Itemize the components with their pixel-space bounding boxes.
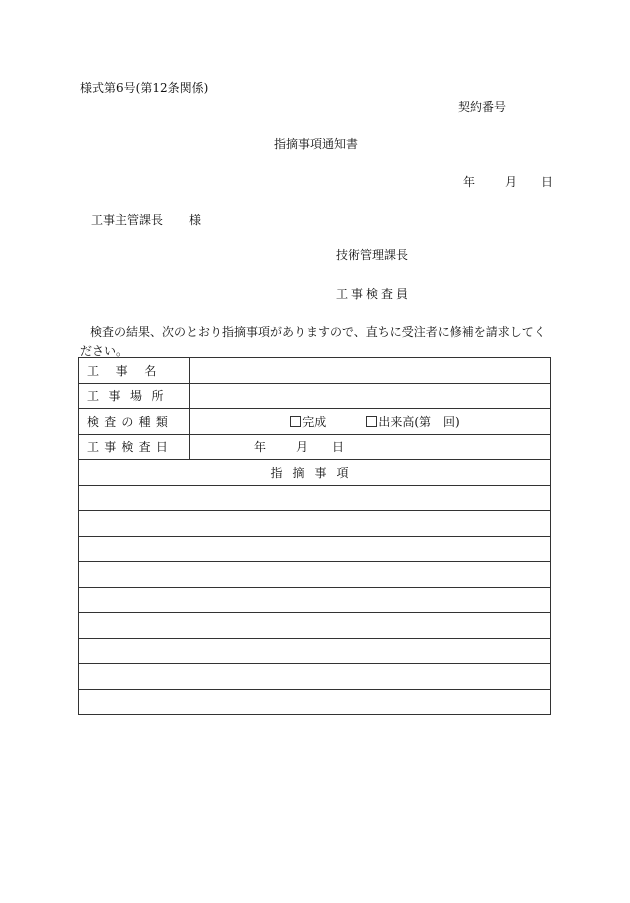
- label-char: の: [121, 414, 134, 429]
- details-table: [78, 357, 551, 715]
- option-label: 完成: [302, 414, 327, 429]
- finding-row[interactable]: [79, 638, 551, 664]
- inspection-date-value[interactable]: [190, 434, 551, 460]
- label-char: 検: [87, 414, 100, 429]
- finding-row[interactable]: [79, 613, 551, 639]
- inspection-date-month: 月: [296, 440, 309, 455]
- finding-cell[interactable]: [79, 613, 551, 639]
- finding-cell[interactable]: [79, 638, 551, 664]
- finding-row[interactable]: [79, 664, 551, 690]
- finding-row[interactable]: [79, 587, 551, 613]
- finding-cell[interactable]: [79, 485, 551, 511]
- inspection-type-value[interactable]: [190, 409, 551, 435]
- row-label: [79, 434, 190, 460]
- label-char: 類: [155, 414, 168, 429]
- label-char: 事: [108, 389, 121, 404]
- checkbox-icon[interactable]: [366, 416, 377, 427]
- label-char: 査: [104, 414, 117, 429]
- inspection-date-row: [79, 434, 551, 460]
- label-char: 所: [151, 389, 164, 404]
- option-checkbox[interactable]: [290, 413, 326, 430]
- project-location-value[interactable]: [190, 383, 551, 409]
- inspection-type-row: [79, 409, 551, 435]
- label-char: 場: [130, 389, 143, 404]
- inspection-date-year: 年: [254, 440, 267, 455]
- label-char: 事: [115, 363, 128, 378]
- addressee-name: 工事主管課長: [91, 213, 164, 227]
- project-name-row: [79, 358, 551, 384]
- issue-date: [463, 176, 553, 188]
- finding-cell[interactable]: [79, 562, 551, 588]
- label-char: 日: [155, 440, 168, 455]
- label-char: 種: [138, 414, 151, 429]
- row-label: [79, 383, 190, 409]
- finding-cell[interactable]: [79, 587, 551, 613]
- finding-row[interactable]: [79, 689, 551, 715]
- finding-cell[interactable]: [79, 511, 551, 537]
- label-char: 事: [104, 440, 117, 455]
- form-reference: 様式第6号(第12条関係): [80, 81, 209, 95]
- label-char: 査: [138, 440, 151, 455]
- finding-row[interactable]: [79, 511, 551, 537]
- date-month: 月: [505, 175, 518, 189]
- findings-header-row: [79, 460, 551, 486]
- sender-inspector: 工事検査員: [336, 287, 412, 301]
- date-day: 日: [541, 175, 554, 189]
- label-char: 検: [121, 440, 134, 455]
- finding-cell[interactable]: [79, 536, 551, 562]
- finding-row[interactable]: [79, 536, 551, 562]
- row-label: [79, 409, 190, 435]
- finding-cell[interactable]: [79, 664, 551, 690]
- label-char: 工: [87, 440, 100, 455]
- row-label: [79, 358, 190, 384]
- project-location-row: [79, 383, 551, 409]
- finding-row[interactable]: [79, 485, 551, 511]
- finding-row[interactable]: [79, 562, 551, 588]
- label-char: 名: [144, 363, 157, 378]
- option-label: 出来高(第 回): [378, 414, 460, 429]
- addressee-honorific: 様: [189, 213, 202, 227]
- contract-number-label: 契約番号: [458, 100, 507, 114]
- project-name-value[interactable]: [190, 358, 551, 384]
- document-title: 指摘事項通知書: [274, 137, 359, 151]
- body-text: 検査の結果、次のとおり指摘事項がありますので、直ちに受注者に修補を請求してください。: [80, 325, 546, 358]
- findings-header: 指摘事項: [79, 460, 551, 486]
- addressee: [91, 214, 201, 226]
- date-year: 年: [463, 175, 476, 189]
- inspection-date-day: 日: [332, 440, 345, 455]
- option-checkbox[interactable]: [366, 413, 459, 430]
- sender-title: 技術管理課長: [336, 248, 409, 262]
- label-char: 工: [87, 363, 100, 378]
- checkbox-icon[interactable]: [290, 416, 301, 427]
- finding-cell[interactable]: [79, 689, 551, 715]
- label-char: 工: [87, 389, 100, 404]
